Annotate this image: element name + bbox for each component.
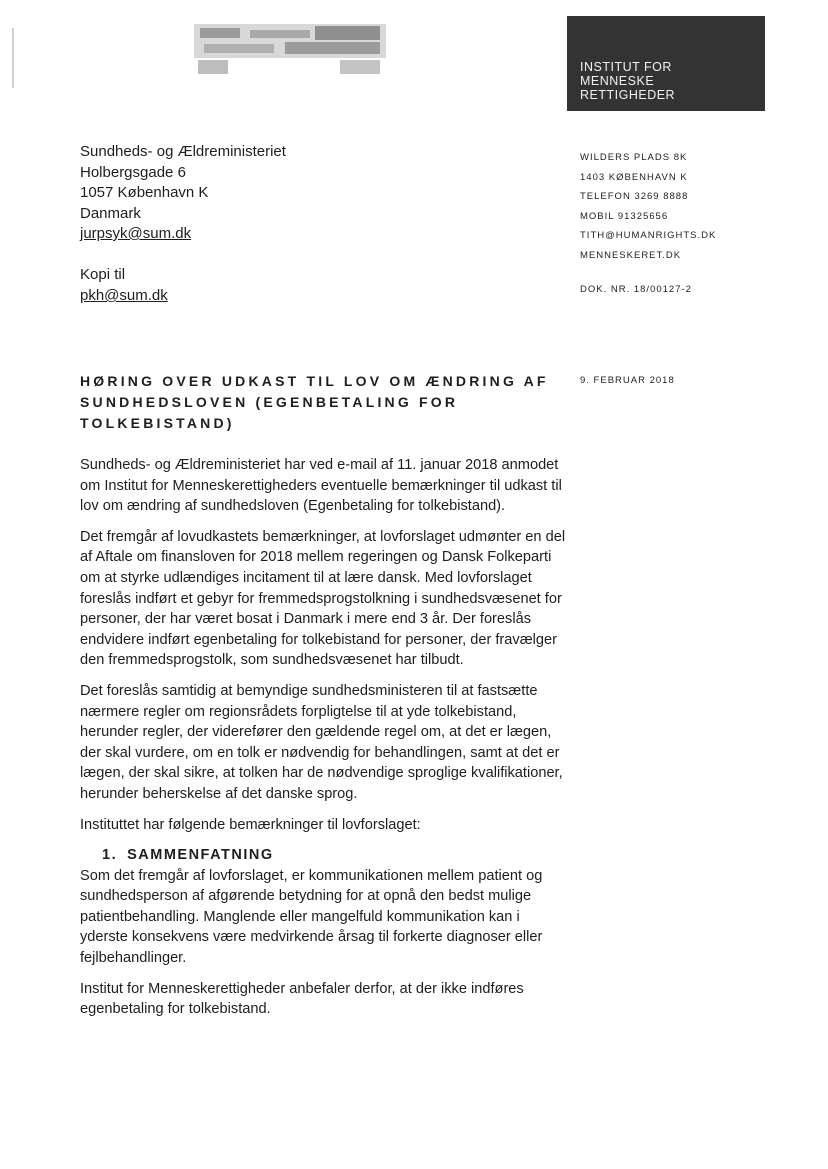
institute-logo (567, 16, 765, 111)
sender-line: TITH@HUMANRIGHTS.DK (580, 230, 717, 241)
copy-recipient (80, 264, 168, 306)
recipient-line: 1057 København K (80, 184, 209, 201)
section-number: 1. (102, 847, 118, 864)
sender-line: TELEFON 3269 8888 (580, 191, 689, 202)
copy-email-link[interactable]: pkh@sum.dk (80, 287, 168, 304)
section-paragraph: Institut for Menneskerettigheder anbefaler derfor, at der ikke indføres egenbetaling for tolkebistand. (80, 980, 524, 1018)
letter-date: 9. FEBRUAR 2018 (580, 375, 675, 386)
recipient-line: Danmark (80, 204, 141, 222)
recipient-address (80, 142, 286, 245)
recipient-line: Holbergsgade 6 (80, 163, 186, 181)
sender-line: WILDERS PLADS 8K (580, 152, 688, 163)
letter-body (80, 455, 570, 1030)
recipient-line: Sundheds- og Ældreministeriet (80, 143, 286, 160)
sender-line: MOBIL 91325656 (580, 210, 669, 222)
letter-heading: HØRING OVER UDKAST TIL LOV OM ÆNDRING AF SUNDHEDSLOVEN (EGENBETALING FOR TOLKEBISTAND) (80, 373, 549, 431)
copy-label: Kopi til (80, 266, 126, 283)
received-stamp (190, 20, 390, 80)
section-title: SAMMENFATNING (127, 847, 274, 864)
scan-artifact (12, 28, 14, 88)
sender-line: 1403 KØBENHAVN K (580, 171, 688, 183)
document-number: DOK. NR. 18/00127-2 (580, 284, 692, 295)
body-paragraph: Det foreslås samtidig at bemyndige sundhedsministeren til at fastsætte nærmere regler om regionsrådets forpligtelse til at yde tolkebistand, herunder regler, der viderefører den gældende regel om, at det er lægen, der skal vurdere, om en tolk er nødvendig for behandlingen, samt at det er lægen, der skal sikre, at tolken har de nødvendige sproglige kvalifikationer, herunder beherskelse af det danske sprog. (80, 682, 563, 802)
logo-text: INSTITUT FOR MENNESKE RETTIGHEDER (580, 60, 676, 102)
sender-address (580, 148, 716, 265)
section-paragraph: Som det fremgår af lovforslaget, er kommunikationen mellem patient og sundhedsperson af afgørende betydning for at opnå den bedst mulige patientbehandling. Manglende eller mangelfuld kommunikation kan i yderste konsekvens være medvirkende årsag til forkerte diagnoser eller fejlbehandlinger. (80, 867, 543, 967)
recipient-email-link[interactable]: jurpsyk@sum.dk (80, 225, 192, 242)
body-paragraph: Det fremgår af lovudkastets bemærkninger, at lovforslaget udmønter en del af Aftale om finansloven for 2018 mellem regeringen og Dansk Folkeparti om at styrke udlændiges incitament til at lære dansk. Med lovforslaget foreslås indført et gebyr for fremmedsprogstolkning i sundhedsvæsenet for personer, der har været bosat i Danmark i mere end 3 år. Der foreslås endvidere indført egenbetaling for tolkebistand for personer, der fravælger den fremmedsprogstolk, som sundhedsvæsenet har tilbudt. (80, 528, 566, 669)
body-paragraph: Instituttet har følgende bemærkninger til lovforslaget: (80, 816, 421, 833)
body-paragraph: Sundheds- og Ældreministeriet har ved e-mail af 11. januar 2018 anmodet om Institut for Menneskerettigheders eventuelle bemærkninger til udkast til lov om ændring af sundhedsloven (Egenbetaling for tolkebistand). (80, 457, 562, 515)
sender-line: MENNESKERET.DK (580, 249, 682, 261)
section-heading (102, 845, 570, 866)
